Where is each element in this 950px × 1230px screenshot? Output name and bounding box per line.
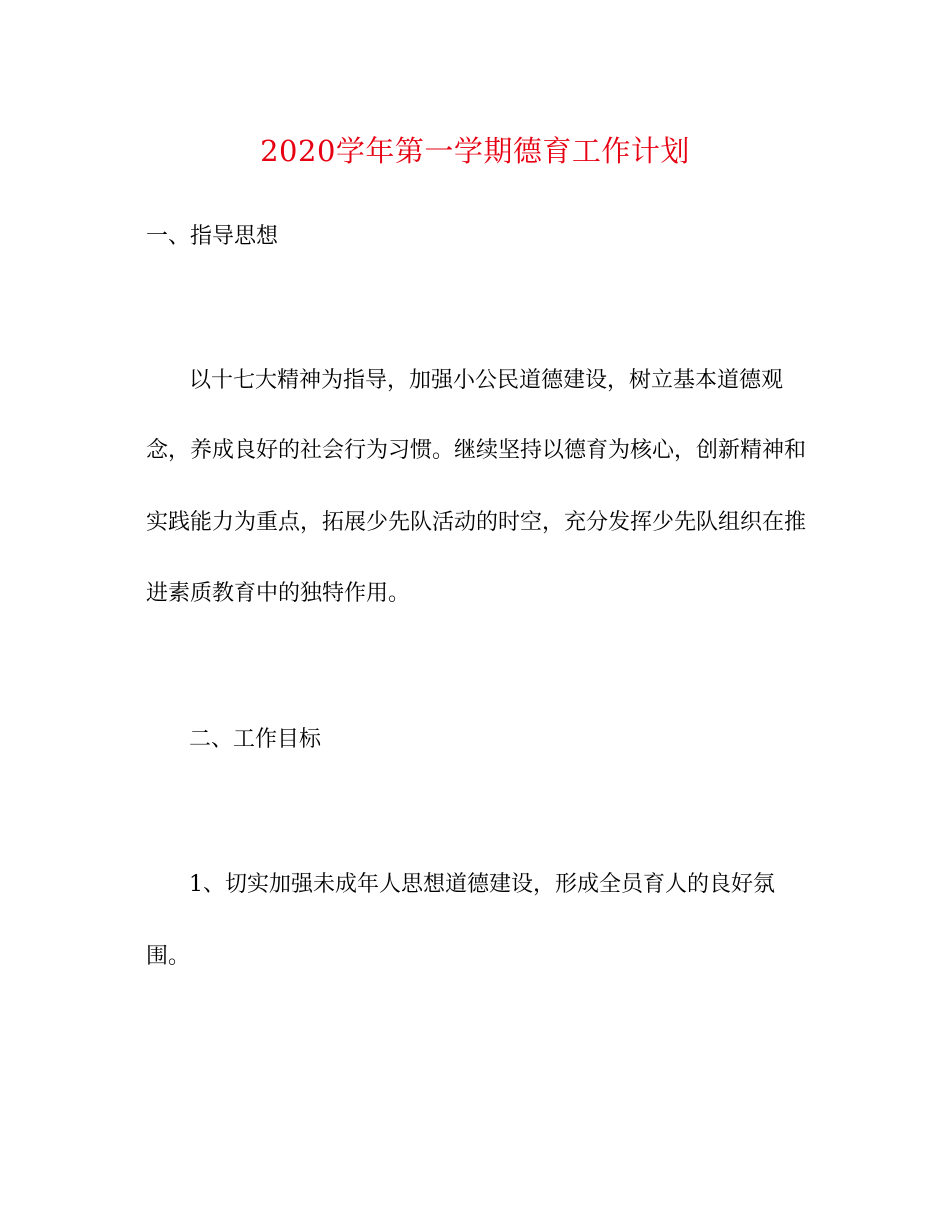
paragraph-line: 实践能力为重点，拓展少先队活动的时空，充分发挥少先队组织在推 — [146, 510, 807, 535]
paragraph-line: 以十七大精神为指导，加强小公民道德建设，树立基本道德观 — [189, 368, 784, 393]
section-heading-work-goals: 二、工作目标 — [189, 727, 322, 752]
document-title: 2020学年第一学期德育工作计划 — [260, 134, 690, 168]
paragraph-line: 围。 — [146, 944, 191, 969]
section-heading-guiding-ideology: 一、指导思想 — [146, 224, 279, 249]
paragraph-line: 念，养成良好的社会行为习惯。继续坚持以德育为核心，创新精神和 — [146, 438, 807, 463]
paragraph-line: 进素质教育中的独特作用。 — [146, 581, 411, 606]
paragraph-line: 1、切实加强未成年人思想道德建设，形成全员育人的良好氛 — [189, 872, 775, 897]
